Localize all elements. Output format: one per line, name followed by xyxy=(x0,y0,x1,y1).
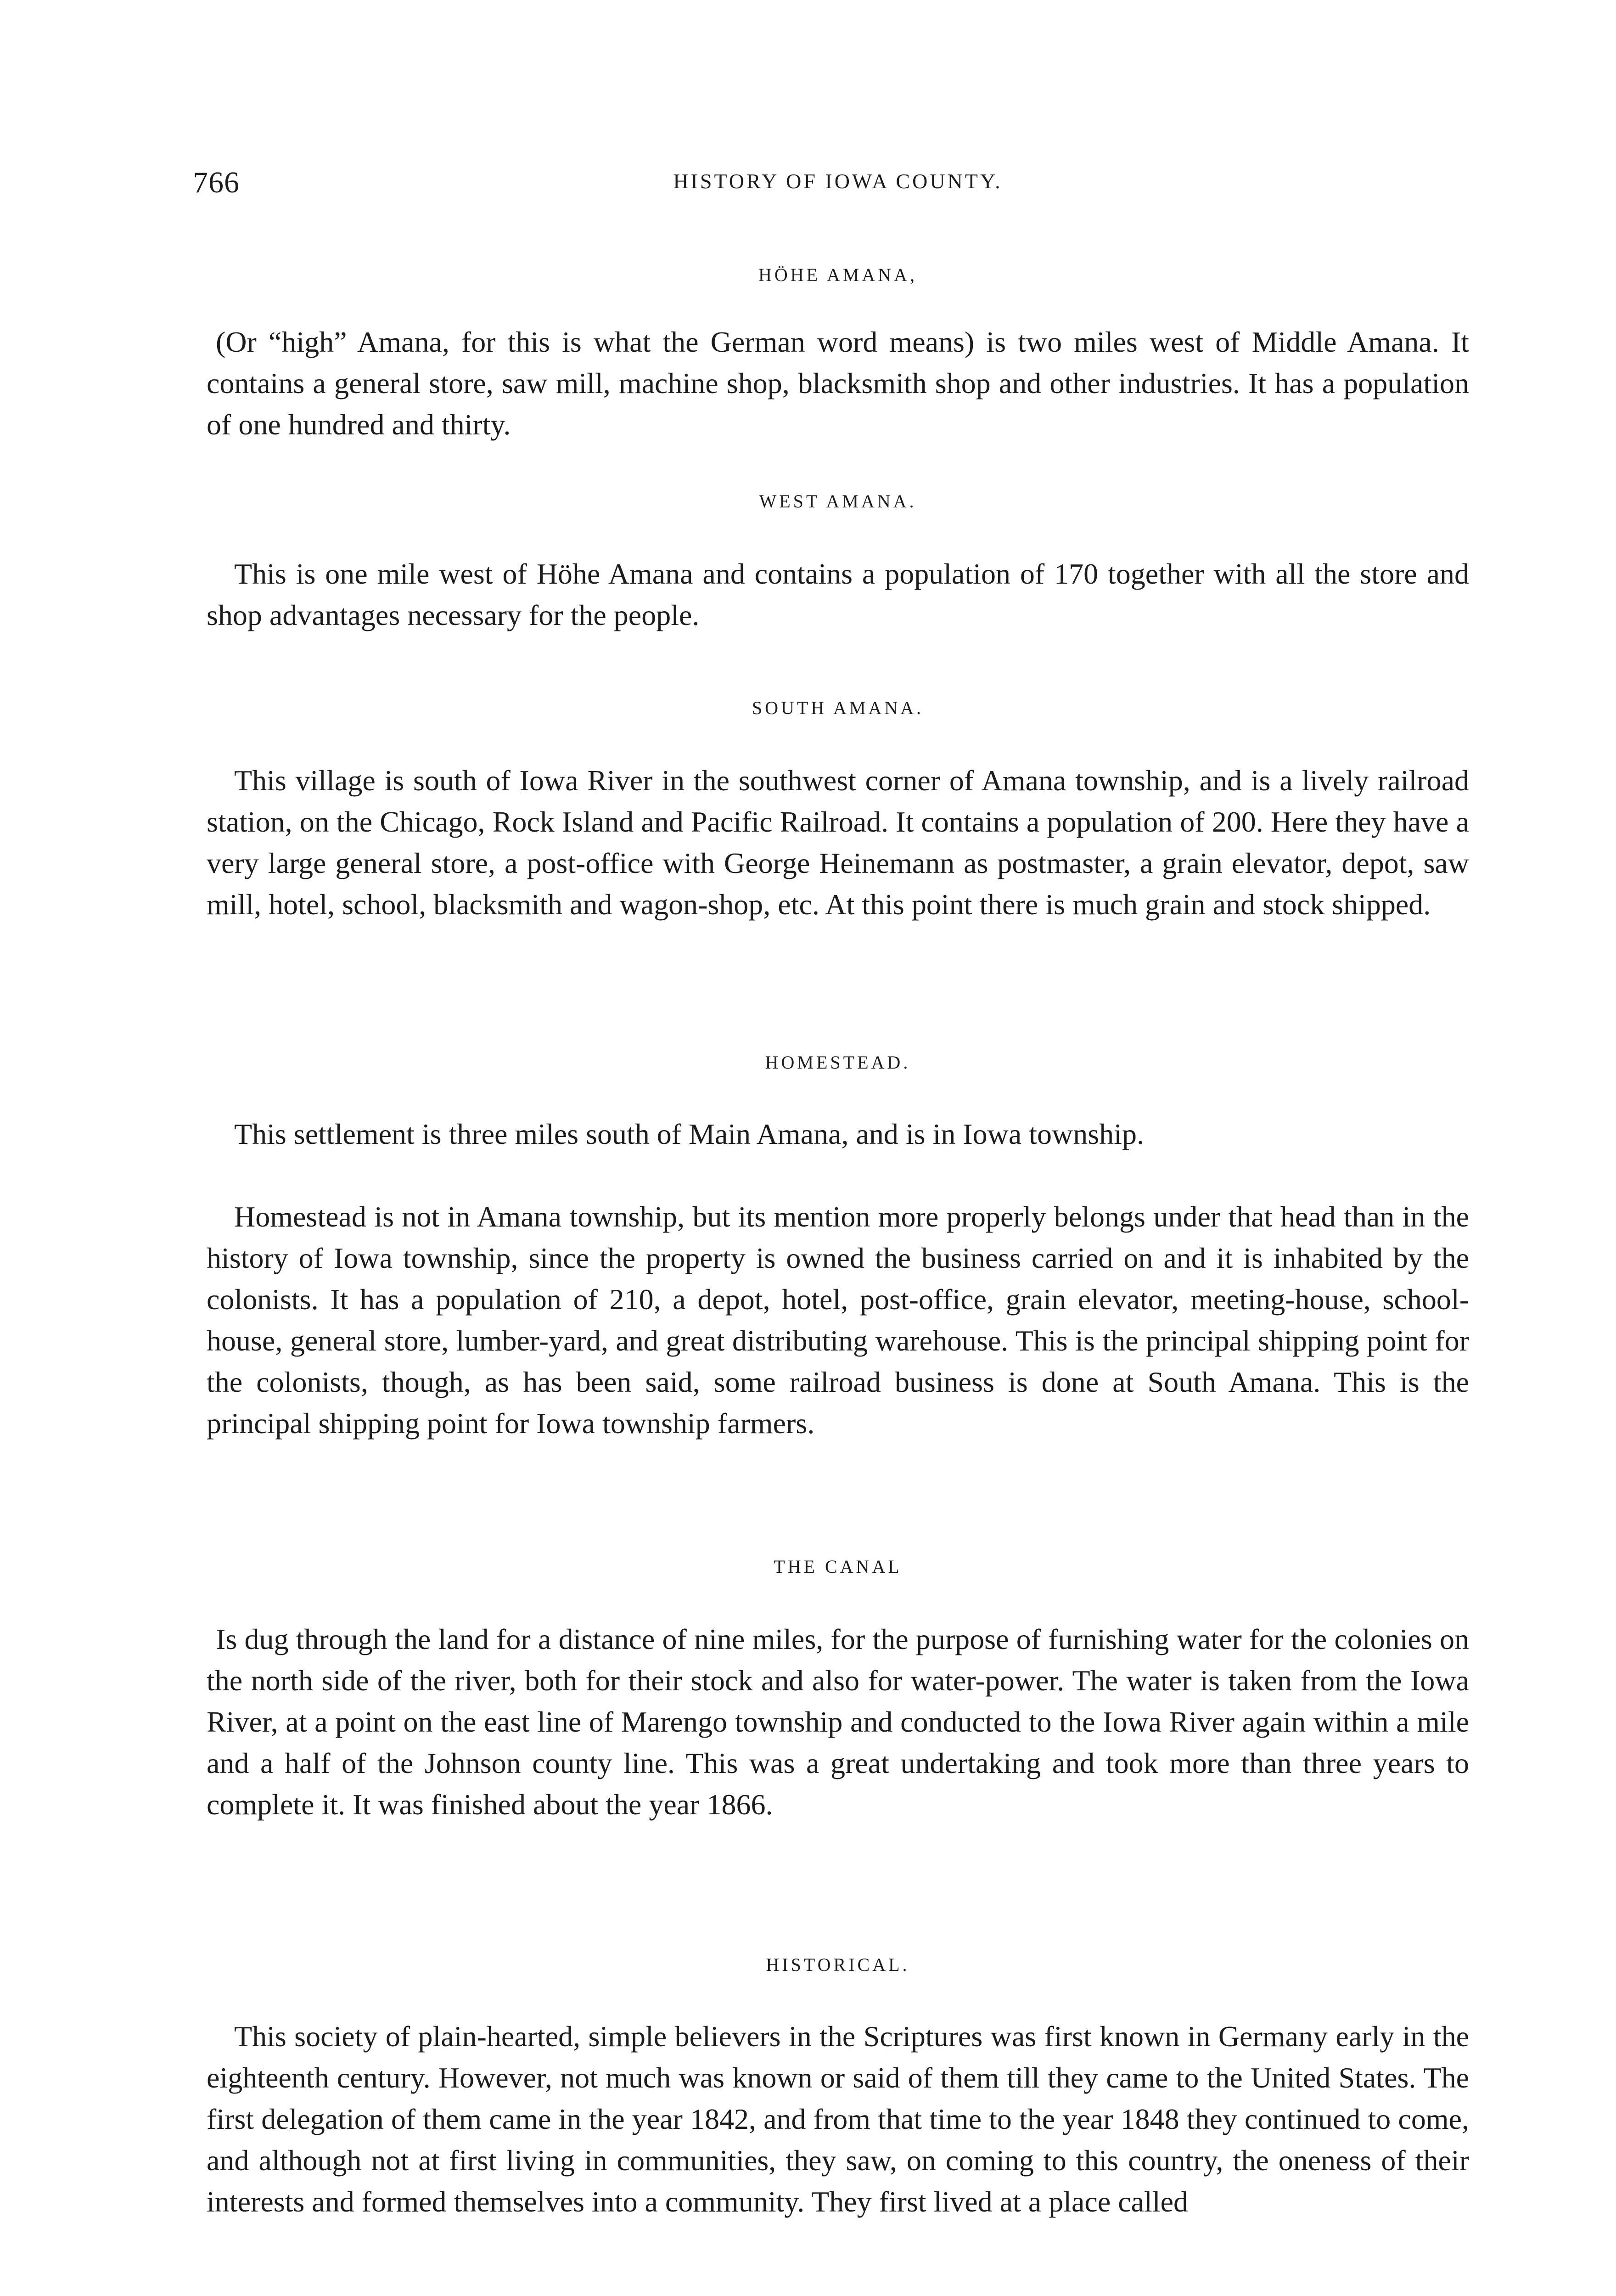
heading-historical: HISTORICAL. xyxy=(766,1954,910,1975)
paragraph-hohe-amana: (Or “high” Amana, for this is what the German word means) is two miles west of Middle Amana. It contains a general store, saw mill, machine shop, blacksmith shop and other industries. It has a population of one hundred and thirty. xyxy=(207,326,1469,441)
heading-west-amana: WEST AMANA. xyxy=(759,491,917,512)
paragraph-homestead-2: Homestead is not in Amana township, but its mention more properly belongs under that head than in the history of Iowa township, since the property is owned the business carried on and it is inhabited by the colonists. It has a population of 210, a depot, hotel, post-office, grain elevator, meeting-house, school-house, general store, lumber-yard, and great distributing warehouse. This is the principal shipping point for the colonists, though, as has been said, some railroad business is done at South Amana. This is the principal shipping point for Iowa township farmers. xyxy=(207,1200,1469,1440)
running-title: HISTORY OF IOWA COUNTY. xyxy=(673,169,1003,193)
paragraph-south-amana: This village is south of Iowa River in the southwest corner of Amana township, and is a lively railroad station, on the Chicago, Rock Island and Pacific Railroad. It contains a population of 200. Here they have a very large general store, a post-office with George Heinemann as postmaster, a grain elevator, depot, saw mill, hotel, school, blacksmith and wagon-shop, etc. At this point there is much grain and stock shipped. xyxy=(207,764,1469,921)
heading-homestead: HOMESTEAD. xyxy=(765,1052,911,1073)
heading-the-canal: THE CANAL xyxy=(774,1556,902,1577)
paragraph-west-amana: This is one mile west of Höhe Amana and contains a population of 170 together with all the store and shop advantages necessary for the people. xyxy=(207,557,1469,631)
paragraph-historical: This society of plain-hearted, simple believers in the Scriptures was first known in Germany early in the eighteenth century. However, not much was known or said of them till they came to the United States. The first delegation of them came in the year 1842, and from that time to the year 1848 they continued to come, and although not at first living in communities, they saw, on coming to this country, the oneness of their interests and formed themselves into a community. They first lived at a place called xyxy=(207,2020,1469,2218)
heading-hohe-amana: HÖHE AMANA, xyxy=(758,264,917,285)
page-header xyxy=(193,165,1483,207)
heading-south-amana: SOUTH AMANA. xyxy=(752,698,924,718)
paragraph-homestead-1: This settlement is three miles south of Main Amana, and is in Iowa township. xyxy=(234,1118,1144,1150)
page-number: 766 xyxy=(193,166,240,199)
paragraph-the-canal: Is dug through the land for a distance of nine miles, for the purpose of furnishing water for the colonies on the north side of the river, both for their stock and also for water-power. The water is taken from the Iowa River, at a point on the east line of Marengo township and conducted to the Iowa River again within a mile and a half of the Johnson county line. This was a great undertaking and took more than three years to complete it. It was finished about the year 1866. xyxy=(207,1623,1469,1821)
